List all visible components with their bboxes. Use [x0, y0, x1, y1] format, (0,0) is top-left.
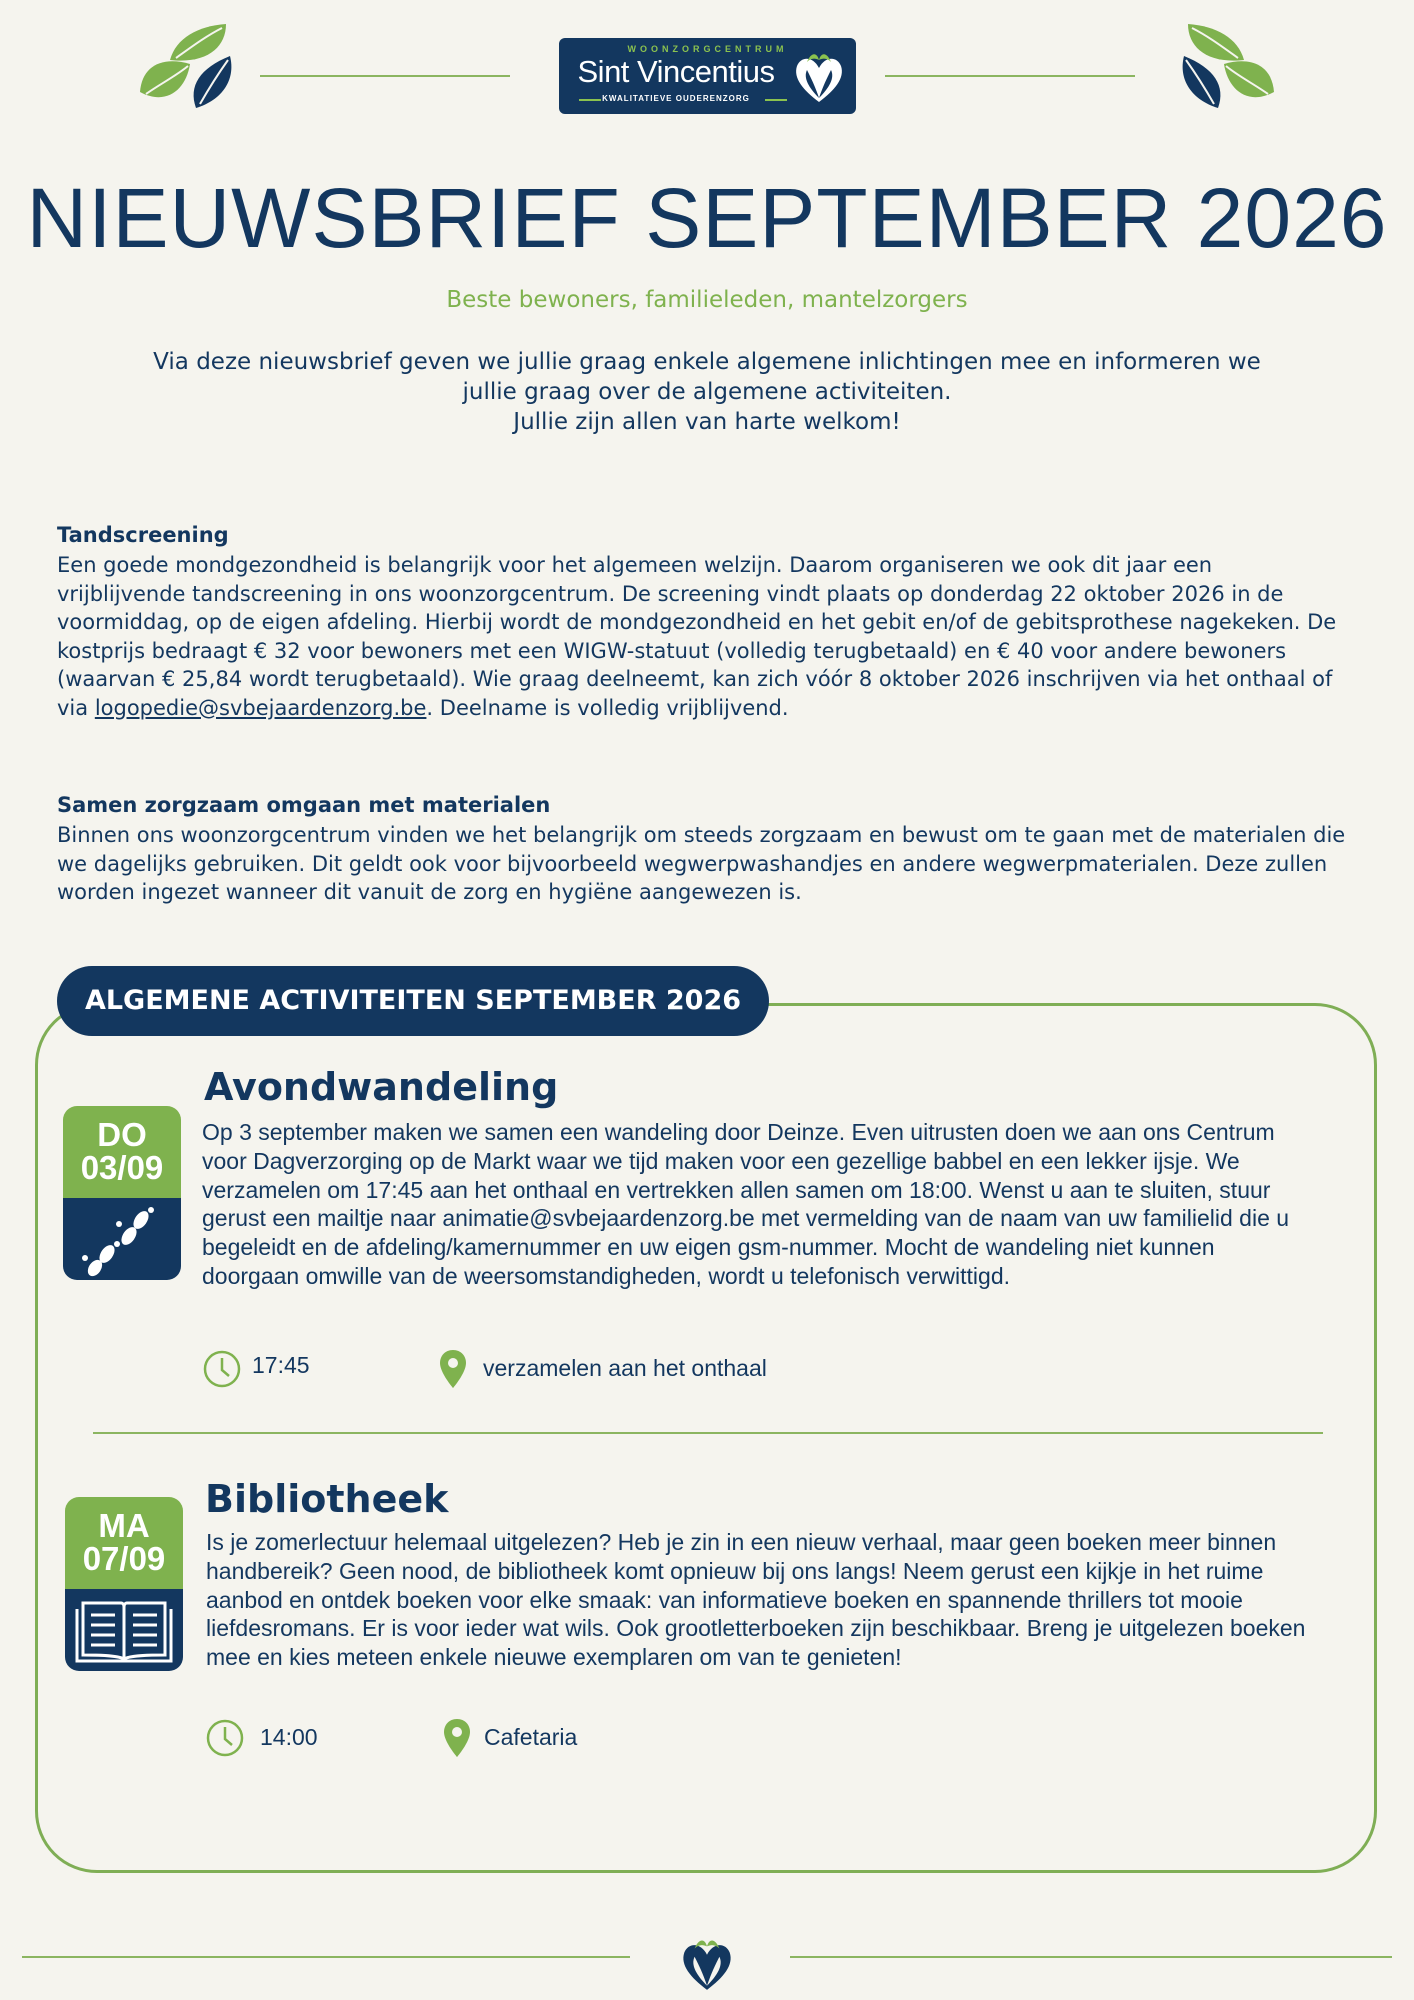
date-badge-top [63, 1106, 181, 1198]
intro-line: Via deze nieuwsbrief geven we jullie graag enkele algemene inlichtingen mee en informeren we [153, 349, 1261, 375]
leaves-left-icon [130, 20, 242, 116]
email-link[interactable]: logopedie@svbejaardenzorg.be [94, 695, 427, 720]
logo [559, 38, 856, 114]
event-location: verzamelen aan het onthaal [483, 1355, 767, 1381]
footer-divider-right [790, 1956, 1392, 1958]
event-date: 07/09 [82, 1540, 166, 1577]
intro-line: Jullie zijn allen van harte welkom! [513, 409, 901, 435]
logo-sub-line-right [765, 99, 787, 101]
event-description: Is je zomerlectuur helemaal uitgelezen? Heb je zin in een nieuw verhaal, maar geen boeken meer binnen handbereik? Geen nood, de bibliotheek komt opnieuw bij ons langs! Neem gerust een kijkje in het ruime aanbod en ontdek boeken voor elke smaak: van informatieve boeken en spannende thrillers tot mooie liefdesromans. Er is voor ieder wat wils. Ook grootletterboeken zijn beschikbaar. Breng je uitgelezen boeken mee en kies meteen enkele nieuwe exemplaren om van te genieten! [206, 1529, 1306, 1671]
footer-divider-left [22, 1956, 630, 1958]
events-divider [93, 1432, 1323, 1434]
activities-heading: ALGEMENE ACTIVITEITEN SEPTEMBER 2026 [57, 966, 769, 1036]
event-title: Bibliotheek [205, 1477, 449, 1521]
greeting: Beste bewoners, familieleden, mantelzorgers [446, 287, 968, 313]
event-title: Avondwandeling [204, 1065, 559, 1109]
heart-logo-icon [789, 48, 849, 106]
page-title: NIEUWSBRIEF SEPTEMBER 2026 [26, 171, 1388, 265]
event-time: 17:45 [252, 1352, 310, 1378]
book-icon [65, 1589, 183, 1671]
location-pin-icon [438, 1348, 468, 1390]
event-time: 14:00 [260, 1724, 318, 1750]
leaves-right-icon [1172, 20, 1284, 116]
date-badge-top [65, 1497, 183, 1589]
heart-logo-icon [676, 1934, 738, 1994]
section-text-end: . Deelname is volledig vrijblijvend. [426, 695, 789, 720]
event-description: Op 3 september maken we samen een wandeling door Deinze. Even uitrusten doen we aan ons Centrum voor Dagverzorging op de Markt waar we tijd maken voor een gezellige babbel en een lekker ijsje. We verzamelen om 17:45 aan het onthaal en vertrekken allen samen om 18:00. Wenst u aan te sluiten, stuur gerust een mailtje naar animatie@svbejaardenzorg.be met vermelding van de naam van uw familielid die u begeleidt en de afdeling/kamernummer en uw eigen gsm-nummer. Mocht de wandeling niet kunnen doorgaan omwille van de weersomstandigheden, wordt u telefonisch verwittigd. [202, 1119, 1290, 1289]
logo-name: Sint Vincentius [577, 54, 775, 89]
date-badge [63, 1106, 181, 1280]
section-heading-tandscreening: Tandscreening [57, 523, 229, 547]
event-date: 03/09 [80, 1149, 164, 1186]
event-location: Cafetaria [484, 1724, 578, 1750]
section-body-tandscreening [57, 551, 1347, 722]
intro-text [110, 347, 1304, 437]
section-body-materialen: Binnen ons woonzorgcentrum vinden we het belangrijk om steeds zorgzaam en bewust om te gaan met de materialen die we dagelijks gebruiken. Dit geldt ook voor bijvoorbeeld wegwerpwashandjes en andere wegwerpmaterialen. Deze zullen worden ingezet wanneer dit vanuit de zorg en hygiëne aangewezen is. [57, 823, 1346, 904]
clock-icon [205, 1718, 245, 1758]
header-divider-right [885, 75, 1135, 77]
section-heading-materialen: Samen zorgzaam omgaan met materialen [57, 793, 551, 817]
logo-subtitle: KWALITATIEVE OUDERENZORG [602, 94, 750, 103]
footsteps-icon [63, 1198, 181, 1280]
section-text: Een goede mondgezondheid is belangrijk voor het algemeen welzijn. Daarom organiseren we ook dit jaar een vrijblijvende tandscreening in ons woonzorgcentrum. De screening vindt plaats op donderdag 22 oktober 2026 in de voormiddag, op de eigen afdeling. Hierbij wordt de mondgezondheid en het gebit en/of de gebitsprothese nagekeken. De kostprijs bedraagt € 32 voor bewoners met een WIGW-statuut (volledig terugbetaald) en € 40 voor andere bewoners (waarvan € 25,84 wordt terugbetaald). Wie graag deelneemt, kan zich vóór 8 oktober 2026 inschrijven via het onthaal of via [57, 553, 1337, 720]
intro-line: jullie graag over de algemene activiteiten. [462, 379, 952, 405]
clock-icon [202, 1349, 242, 1389]
header-divider-left [260, 75, 510, 77]
event-day: DO [97, 1116, 147, 1153]
logo-top-text: WOONZORGCENTRUM [627, 44, 788, 54]
event-day: MA [98, 1507, 150, 1544]
location-pin-icon [442, 1717, 472, 1759]
date-badge-icon-area [63, 1198, 181, 1280]
date-badge-icon-area [65, 1589, 183, 1671]
date-badge [65, 1497, 183, 1671]
